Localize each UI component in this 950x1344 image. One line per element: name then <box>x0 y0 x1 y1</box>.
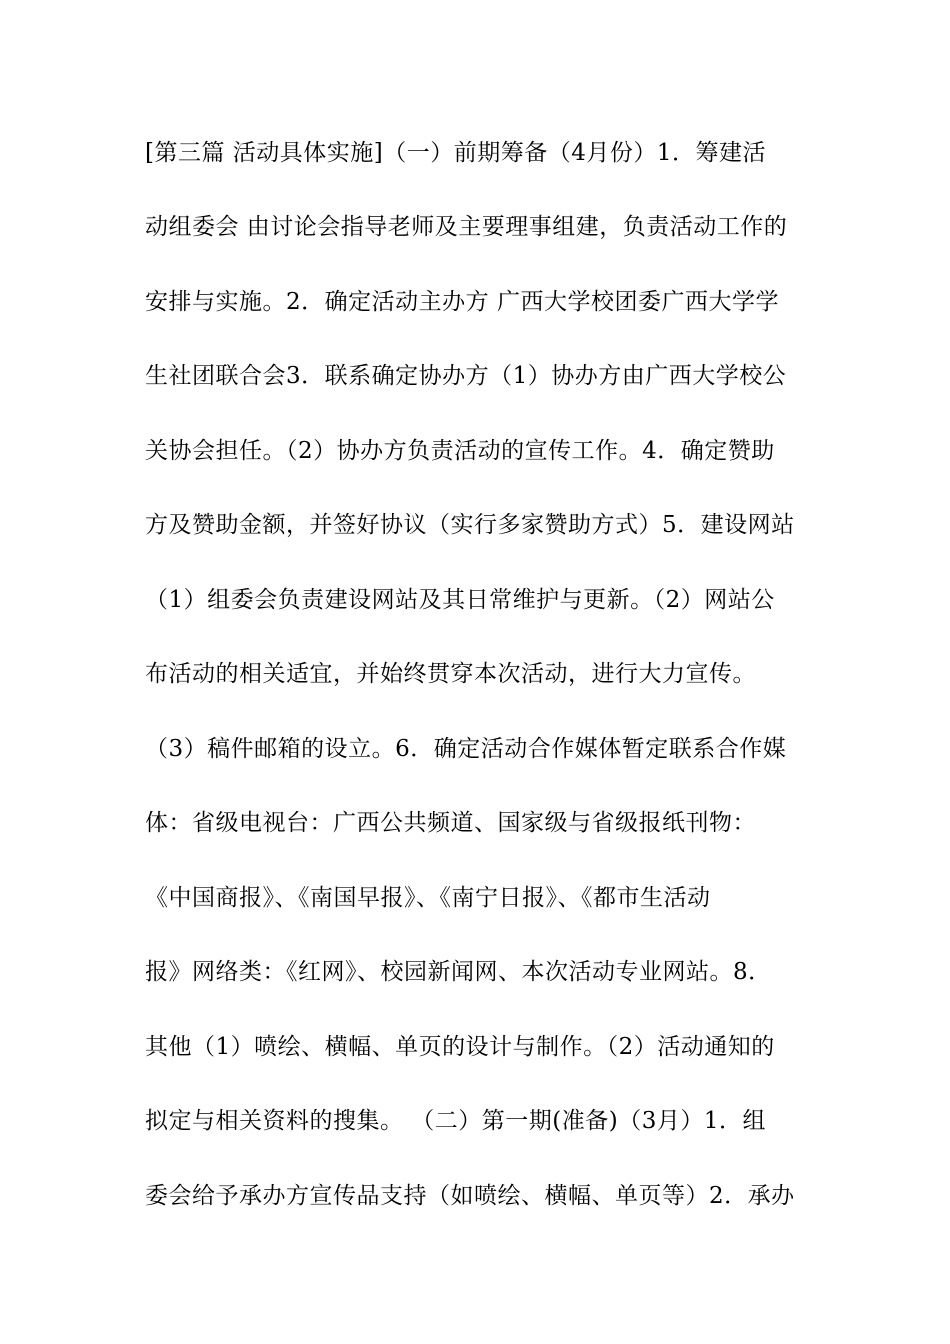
text-line: 动组委会 由讨论会指导老师及主要理事组建，负责活动工作的 <box>145 214 788 240</box>
text-line: 方及赞助金额，并签好协议（实行多家赞助方式）5．建设网站 <box>145 512 795 538</box>
text-line: [第三篇 活动具体实施]（一）前期筹备（4月份）1．筹建活 <box>145 140 767 166</box>
text-line: 拟定与相关资料的搜集。 （二）第一期(准备)（3月）1．组 <box>145 1108 767 1134</box>
text-line: （1）组委会负责建设网站及其日常维护与更新。（2）网站公 <box>145 587 775 613</box>
text-line: 生社团联合会3．联系确定协办方（1）协办方由广西大学校公 <box>145 363 787 389</box>
text-line: 体：省级电视台：广西公共频道、国家级与省级报纸刊物： <box>145 810 756 836</box>
text-line: 《中国商报》、《南国早报》、《南宁日报》、《都市生活动 <box>145 885 711 911</box>
text-line: （3）稿件邮箱的设立。6．确定活动合作媒体暂定联系合作媒 <box>145 736 787 762</box>
text-line: 委会给予承办方宣传品支持（如喷绘、横幅、单页等）2．承办 <box>145 1183 795 1209</box>
text-line: 关协会担任。（2）协办方负责活动的宣传工作。4．确定赞助 <box>145 438 775 464</box>
text-line: 布活动的相关适宜，并始终贯穿本次活动，进行大力宣传。 <box>145 661 756 687</box>
text-line: 安排与实施。2．确定活动主办方 广西大学校团委广西大学学 <box>145 289 779 315</box>
text-line: 其他（1）喷绘、横幅、单页的设计与制作。（2）活动通知的 <box>145 1034 775 1060</box>
text-line: 报》网络类：《红网》、校园新闻网、本次活动专业网站。8． <box>145 959 772 985</box>
